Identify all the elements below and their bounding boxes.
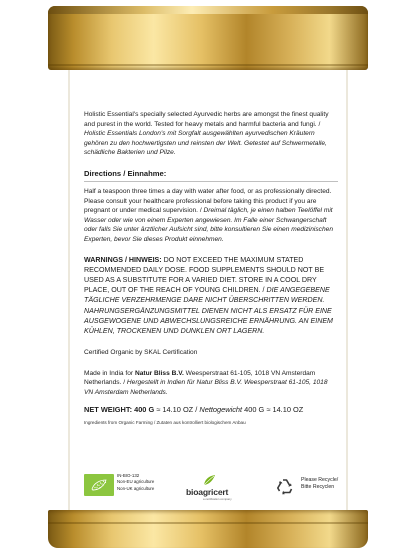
bioagricert-name: bioagricert <box>186 487 229 497</box>
warnings-paragraph <box>84 255 338 337</box>
intro-german: Holistic Essentials London's mit Sorgfalt ausgewählten ayurvedischen Kräutern gehören zu den hochwertigsten und reinsten der Welt. Getestet auf Schwermetalle, schädliche Bakterien und Pilze. <box>84 130 327 157</box>
gold-base <box>48 510 368 548</box>
manufacturer-paragraph <box>84 369 338 398</box>
ingredients-note: Ingredients from Organic Farming / Zutaten aus kontrolliert biologischem Anbau <box>84 419 246 425</box>
bioagricert-leaf-icon <box>202 474 216 486</box>
directions-german: Dreimal täglich, je einen halben Teelöffel mit Wasser oder wie von einem Experten angewiesen. Im Falle einer Schwangerschaft oder falls Sie unter ärztlicher Aufsicht sind, bitte konsultieren Sie einen medizinischen Experten, bevor Sie dieses Produkt einnehmen. <box>84 207 333 243</box>
eu-organic-leaf-icon <box>84 474 114 496</box>
directions-heading: Directions / Einnahme: <box>84 169 338 182</box>
gold-lid <box>48 6 368 70</box>
bioagricert-logo <box>186 476 256 504</box>
certification-logos <box>84 472 338 506</box>
warnings-german: DIE ANGEGEBENE TÄGLICHE VERZEHRMENGE DARE NICHT ÜBERSCHRITTEN WERDEN. NAHRUNGSERGÄNZUNGSMITTEL DIENEN NICHT ALS ERSATZ FÜR EINE AUSGEWOGENE UND ABWECHSLUNGSREICHE ERNÄHRUNG. AN EINEM KÜHLEN, TROCKENEN UND DUNKLEN ORT LAGERN. <box>84 286 333 335</box>
eu-organic-text: IN-BIO-132 Non-EU agriculture Non-UK agriculture <box>117 473 155 491</box>
warnings-english: DO NOT EXCEED THE MAXIMUM STATED RECOMMENDED DAILY DOSE. FOOD SUPPLEMENTS SHOULD NOT BE USED AS A SUBSTITUTE FOR A VARIED DIET. STORE IN A COOL DRY PLACE, OUT OF THE REACH OF YOUNG CHILDREN. / <box>84 255 325 295</box>
intro-paragraph <box>84 70 338 158</box>
intro-english: Holistic Essential's specially selected Ayurvedic herbs are amongst the finest quality and purest in the world. Tested for heavy metals and harmful bacteria and fungi. / <box>84 111 329 128</box>
directions-paragraph <box>84 187 338 245</box>
certified-organic-text: Certified Organic by SKAL Certification <box>84 349 198 357</box>
bioagricert-subtitle: a certification company <box>203 497 232 501</box>
company-address: Weesperstraat 61-105, 1018 VN Amsterdam Netherlands. / <box>84 369 316 387</box>
net-weight-german-value: 400 G ≈ 14.10 OZ <box>242 404 304 414</box>
product-label <box>68 70 348 510</box>
net-weight-oz: ≈ 14.10 OZ / <box>156 404 200 414</box>
net-weight-german-label: Nettogewicht <box>199 404 243 414</box>
recycle-icon <box>274 476 296 498</box>
made-prefix: Made in India for <box>84 369 135 377</box>
net-weight <box>84 405 338 415</box>
recycle-text: Please Recycle/ Bitte Recyclen <box>301 477 339 491</box>
net-weight-english: NET WEIGHT: 400 G <box>84 404 157 414</box>
warnings-heading: WARNINGS / HINWEIS: <box>84 255 162 264</box>
directions-english: Half a teaspoon three times a day with water after food, or as professionally directed. Please consult your healthcare professional before taking this product if you are pregnant or under medical supervision. / <box>84 187 332 215</box>
company-name: Natur Bliss B.V. <box>134 369 184 377</box>
manufacturer-german: Hergestellt in Indien für Natur Bliss B.V. Weesperstraat 61-105, 1018 VN Amsterdam Netherlands. <box>84 379 328 396</box>
